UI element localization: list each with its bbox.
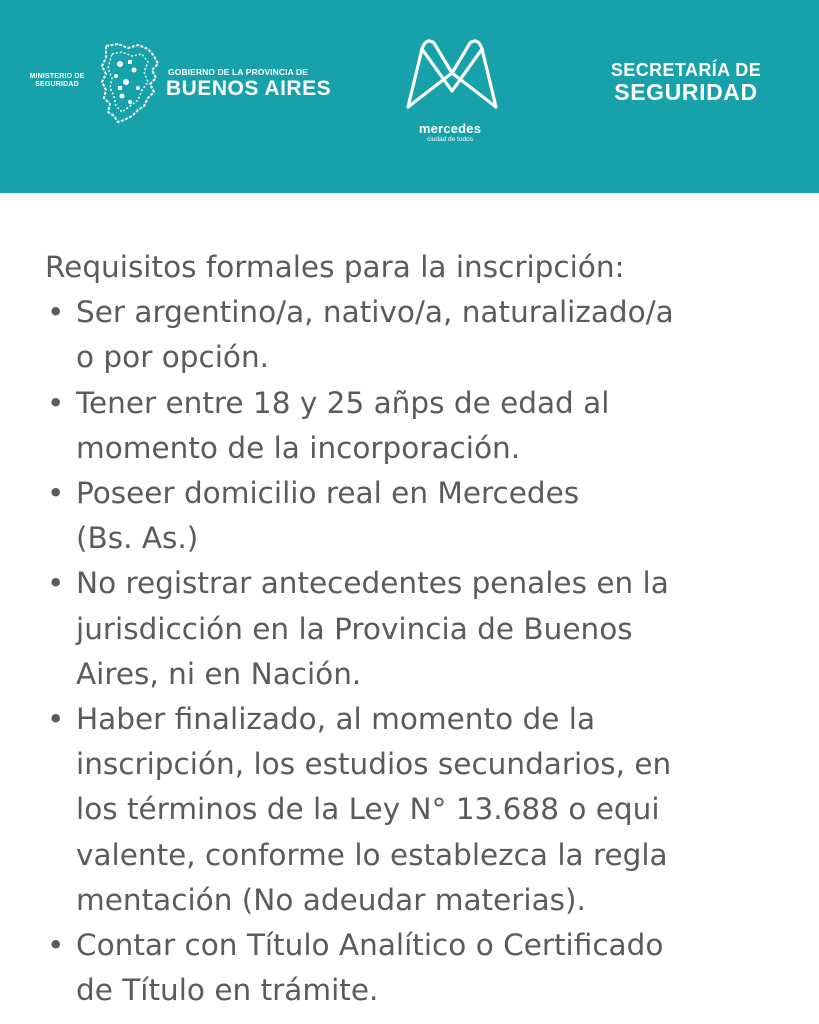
requirement-line: los términos de la Ley N° 13.688 o equi [76, 792, 660, 827]
requirements-section [45, 245, 805, 1013]
requirement-item [45, 471, 805, 561]
requirement-line: mentación (No adeudar materias). [76, 882, 586, 917]
secretaria-line2: SEGURIDAD [614, 79, 758, 105]
bullet-icon: • [47, 295, 65, 330]
requirement-line: jurisdicción en la Provincia de Buenos [76, 611, 633, 646]
gobierno-line2: BUENOS AIRES [166, 77, 332, 100]
requirement-line: Aires, ni en Nación. [76, 656, 362, 691]
mercedes-wordmark: mercedes [418, 121, 482, 136]
mercedes-logo-icon [402, 35, 502, 113]
requirement-line: Poseer domicilio real en Mercedes [76, 476, 580, 511]
mercedes-tagline: ciudad de todos [427, 136, 473, 143]
requirement-item [45, 923, 805, 1013]
requirement-item [45, 697, 805, 923]
secretaria-label [596, 61, 776, 104]
requirements-intro: Requisitos formales para la inscripción: [45, 250, 625, 284]
province-map-icon [98, 42, 160, 124]
requirement-line: Tener entre 18 y 25 añps de edad al [76, 385, 610, 420]
ministerio-label [21, 73, 93, 89]
requirements-list [45, 290, 805, 1013]
ministerio-line1: MINISTERIO DE [29, 73, 85, 80]
requirement-line: de Título en trámite. [76, 973, 379, 1008]
requirement-line: o por opción. [76, 340, 270, 375]
ministerio-line2: SEGURIDAD [35, 81, 79, 88]
secretaria-line1: SECRETARÍA DE [610, 60, 762, 80]
bullet-icon: • [47, 476, 65, 511]
bullet-icon: • [47, 702, 65, 737]
requirement-line: momento de la incorporación. [76, 430, 521, 465]
requirement-item [45, 290, 805, 380]
header-banner [0, 0, 819, 193]
bullet-icon: • [47, 566, 65, 601]
requirement-line: Ser argentino/a, nativo/a, naturalizado/a [76, 295, 674, 330]
requirement-line: valente, conforme lo establezca la regla [76, 837, 668, 872]
bullet-icon: • [47, 385, 65, 420]
requirement-item [45, 561, 805, 697]
requirement-item [45, 381, 805, 471]
requirement-line: No registrar antecedentes penales en la [76, 566, 669, 601]
requirement-line: inscripción, los estudios secundarios, en [76, 747, 672, 782]
requirement-line: (Bs. As.) [76, 521, 199, 556]
bullet-icon: • [47, 928, 65, 963]
requirement-line: Contar con Título Analítico o Certificado [76, 928, 664, 963]
gobierno-line1: GOBIERNO DE LA PROVINCIA DE [168, 67, 308, 77]
requirement-line: Haber finalizado, al momento de la [76, 702, 596, 737]
